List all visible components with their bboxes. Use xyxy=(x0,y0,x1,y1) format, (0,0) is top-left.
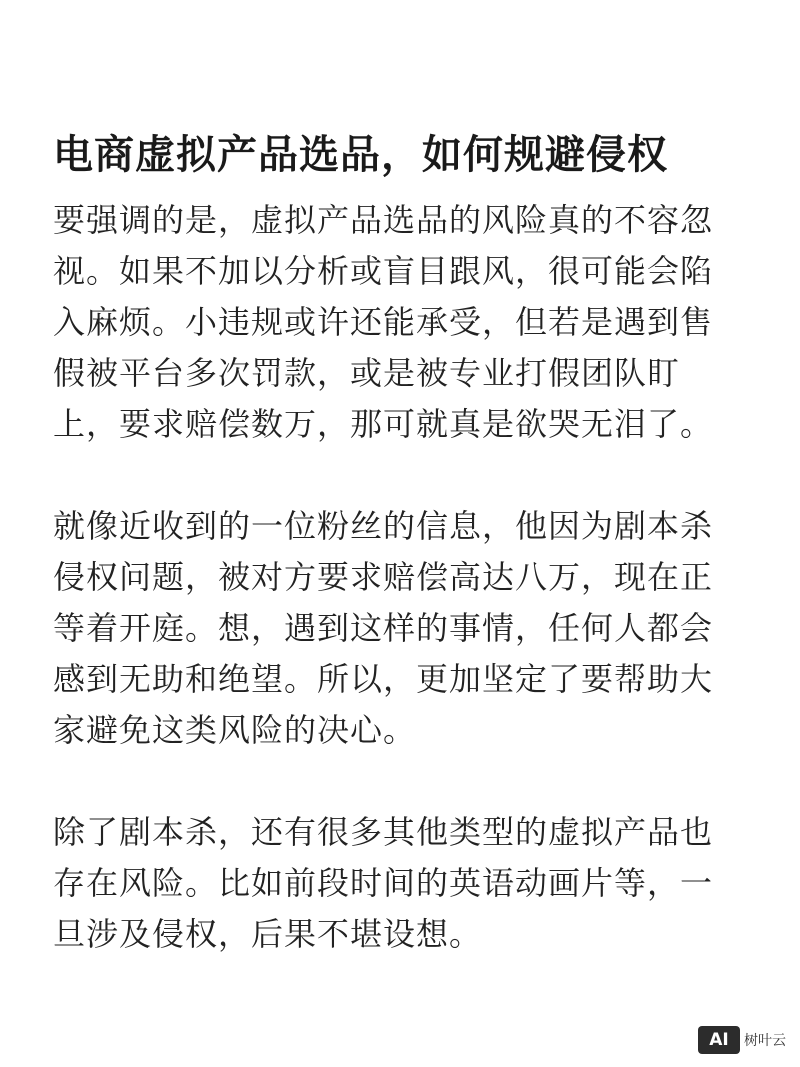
paragraph-line: 要强调的是，虚拟产品选品的风险真的不容忽 xyxy=(53,201,714,239)
watermark xyxy=(698,1026,786,1054)
article xyxy=(53,124,733,960)
paragraph-spacer xyxy=(53,756,733,807)
paragraph-3 xyxy=(53,807,733,960)
paragraph-line: 入麻烦。小违规或许还能承受，但若是遇到售 xyxy=(53,303,714,341)
paragraph-line: 存在风险。比如前段时间的英语动画片等，一 xyxy=(53,864,714,902)
paragraph-1 xyxy=(53,195,733,450)
paragraph-line: 旦涉及侵权，后果不堪设想。 xyxy=(53,915,483,953)
paragraph-line: 假被平台多次罚款，或是被专业打假团队盯 xyxy=(53,354,681,392)
paragraph-line: 等着开庭。想，遇到这样的事情，任何人都会 xyxy=(53,609,714,647)
paragraph-line: 就像近收到的一位粉丝的信息，他因为剧本杀 xyxy=(53,507,714,545)
watermark-label: 树叶云 xyxy=(744,1033,786,1049)
paragraph-line: 感到无助和绝望。所以，更加坚定了要帮助大 xyxy=(53,660,714,698)
paragraph-2 xyxy=(53,501,733,756)
article-title: 电商虚拟产品选品，如何规避侵权 xyxy=(53,132,668,178)
paragraph-line: 上，要求赔偿数万，那可就真是欲哭无泪了。 xyxy=(53,405,714,443)
paragraph-line: 家避免这类风险的决心。 xyxy=(53,711,417,749)
paragraph-line: 侵权问题，被对方要求赔偿高达八万，现在正 xyxy=(53,558,714,596)
paragraph-line: 除了剧本杀，还有很多其他类型的虚拟产品也 xyxy=(53,813,714,851)
paragraph-line: 视。如果不加以分析或盲目跟风，很可能会陷 xyxy=(53,252,714,290)
paragraph-spacer xyxy=(53,450,733,501)
ai-logo-icon: AI xyxy=(698,1026,740,1054)
